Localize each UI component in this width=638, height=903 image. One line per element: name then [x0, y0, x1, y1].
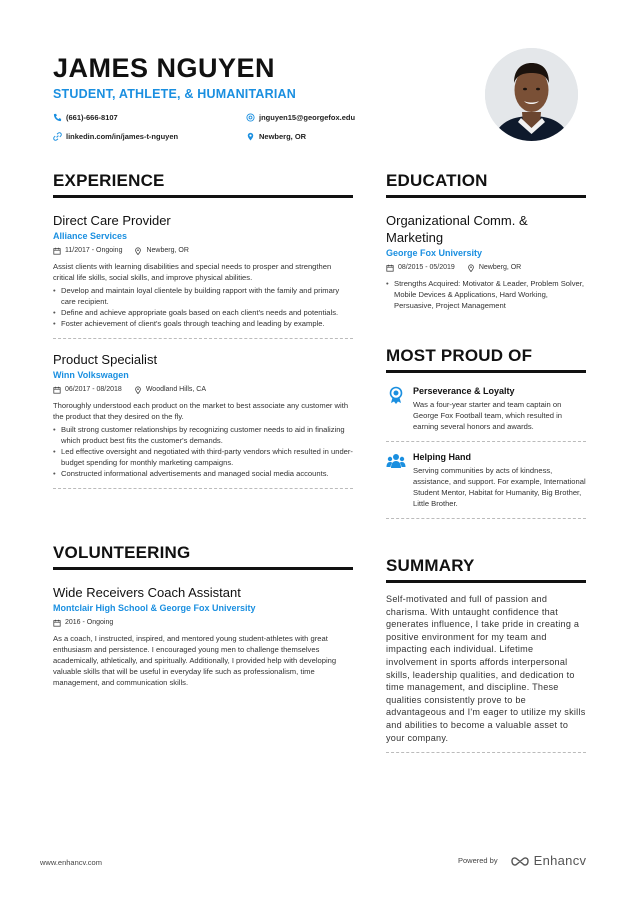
- list-item: • Develop and maintain loyal clientele by building rapport with the family and primary care recipient.: [53, 285, 353, 307]
- proud-section: [386, 346, 586, 519]
- location-pin-icon: [246, 132, 255, 141]
- education-heading: EDUCATION: [386, 171, 586, 198]
- contact-email[interactable]: [246, 113, 355, 122]
- proud-item: [386, 451, 586, 509]
- job-description: Assist clients with learning disabilities and special needs to prosper and strengthen critical life skills, social skills, and improve physical abilities.: [53, 262, 332, 282]
- job-location: Newberg, OR: [146, 247, 189, 254]
- organization-name: Montclair High School & George Fox University: [53, 603, 256, 613]
- summary-text: Self-motivated and full of passion and charisma. With untaught confidence that generates influence, I take pride in creating a positive environment for my team and impacting each individual. Lifetime involvement in sports affords interpersonal skills, leadership qualities, and dedication to time management, and discipline. These qualities consistently prove to be advantageous and I'm eager to utilize my skills and abilities to become a valuable asset to your company.: [386, 594, 586, 743]
- phone-text: (661)-666-8107: [66, 113, 118, 122]
- education-dates: 08/2015 - 05/2019: [398, 264, 455, 271]
- people-group-icon: [386, 451, 406, 471]
- list-item: • Strengths Acquired: Motivator & Leader, Problem Solver, Mobile Devices & Applications, Hard Working, Persuasive, Project Management: [386, 278, 586, 311]
- proud-heading: MOST PROUD OF: [386, 346, 586, 373]
- contact-linkedin[interactable]: [53, 132, 178, 141]
- job-meta: [53, 385, 353, 395]
- powered-by-text: Powered by: [458, 856, 498, 865]
- calendar-icon: [386, 264, 394, 272]
- summary-section: [386, 556, 586, 753]
- job-title: Product Specialist: [53, 352, 158, 367]
- candidate-headline: STUDENT, ATHLETE, & HUMANITARIAN: [53, 87, 296, 101]
- degree-title: Organizational Comm. & Marketing: [386, 213, 528, 245]
- resume-header: [53, 52, 473, 101]
- enhancv-logo-icon: [510, 855, 530, 867]
- job-meta: [53, 246, 353, 256]
- location-text: Newberg, OR: [259, 132, 307, 141]
- education-location: Newberg, OR: [478, 264, 522, 271]
- divider: [53, 488, 353, 489]
- calendar-icon: [53, 619, 61, 627]
- location-pin-icon: [134, 386, 142, 394]
- divider: [386, 752, 586, 753]
- job-location: Woodland Hills, CA: [145, 386, 207, 393]
- summary-heading: SUMMARY: [386, 556, 586, 583]
- job-bullets: [53, 285, 353, 329]
- footer-website[interactable]: www.enhancv.com: [40, 858, 102, 867]
- company-name: Alliance Services: [53, 231, 128, 241]
- education-bullets: [386, 278, 586, 311]
- education-meta: [386, 263, 586, 273]
- job-title: Direct Care Provider: [53, 213, 171, 228]
- at-sign-icon: [246, 113, 255, 122]
- job-dates: 11/2017 - Ongoing: [65, 247, 123, 254]
- volunteering-heading: VOLUNTEERING: [53, 543, 353, 570]
- proud-title: Helping Hand: [413, 452, 471, 462]
- volunteering-section: [53, 543, 353, 688]
- proud-item: [386, 385, 586, 432]
- divider: [53, 338, 353, 339]
- job-dates: 06/2017 - 08/2018: [65, 386, 122, 393]
- email-text: jnguyen15@georgefox.edu: [259, 113, 356, 122]
- candidate-name: JAMES NGUYEN: [53, 53, 276, 83]
- divider: [386, 441, 586, 442]
- list-item: • Led effective oversight and negotiated with third-party vendors which resulted in under-budget spending for monthly marketing campaigns.: [53, 446, 353, 468]
- calendar-icon: [53, 247, 61, 255]
- job-description: Thoroughly understood each product on the market to best associate any customer with the product that they desired on the fly.: [53, 401, 349, 421]
- brand-name: Enhancv: [533, 853, 587, 868]
- footer-branding[interactable]: [458, 853, 586, 868]
- role-dates: 2016 - Ongoing: [65, 619, 114, 626]
- contact-location: [246, 132, 306, 141]
- proud-title: Perseverance & Loyalty: [413, 386, 515, 396]
- list-item: • Constructed informational advertisements and managed social media accounts.: [53, 468, 353, 479]
- job-bullets: [53, 424, 353, 479]
- proud-description: Serving communities by acts of kindness, assistance, and support. For example, International Student Mentor, Habitat for Humanity, Big Brother, Little Brother.: [413, 466, 586, 508]
- list-item: • Foster achievement of client's goals through teaching and leading by example.: [53, 318, 353, 329]
- education-entry: [386, 212, 586, 311]
- profile-photo: [485, 48, 578, 141]
- linkedin-text: linkedin.com/in/james-t-nguyen: [66, 132, 179, 141]
- experience-heading: EXPERIENCE: [53, 171, 353, 198]
- proud-description: Was a four-year starter and team captain on George Fox Football team, which resulted in earning several honors and awards.: [413, 400, 562, 431]
- education-section: [386, 171, 586, 311]
- role-title: Wide Receivers Coach Assistant: [53, 585, 241, 600]
- experience-entry: [53, 212, 353, 329]
- location-pin-icon: [467, 264, 475, 272]
- location-pin-icon: [134, 247, 142, 255]
- list-item: • Define and achieve appropriate goals based on each client's needs and potentials.: [53, 307, 353, 318]
- phone-icon: [53, 113, 62, 122]
- experience-entry: [53, 351, 353, 479]
- company-name: Winn Volkswagen: [53, 370, 129, 380]
- experience-section: [53, 171, 353, 489]
- calendar-icon: [53, 386, 61, 394]
- contact-phone[interactable]: [53, 113, 118, 122]
- list-item: • Built strong customer relationships by recognizing customer needs to aid in finalizing which product best fits the customer's demands.: [53, 424, 353, 446]
- school-name: George Fox University: [386, 248, 483, 258]
- divider: [386, 518, 586, 519]
- role-description: As a coach, I instructed, inspired, and mentored young student-athletes with great enthusiasm and persistence. I encouraged young men to challenge themselves academically, athletically, and spiritually. Additionally, I provided help with developing valuable skills that will be useful in everyday life such as professionalism, time management, and communication skills.: [53, 634, 337, 687]
- award-ribbon-icon: [386, 385, 406, 405]
- role-meta: [53, 618, 353, 628]
- volunteering-entry: [53, 584, 353, 688]
- link-icon: [53, 132, 62, 141]
